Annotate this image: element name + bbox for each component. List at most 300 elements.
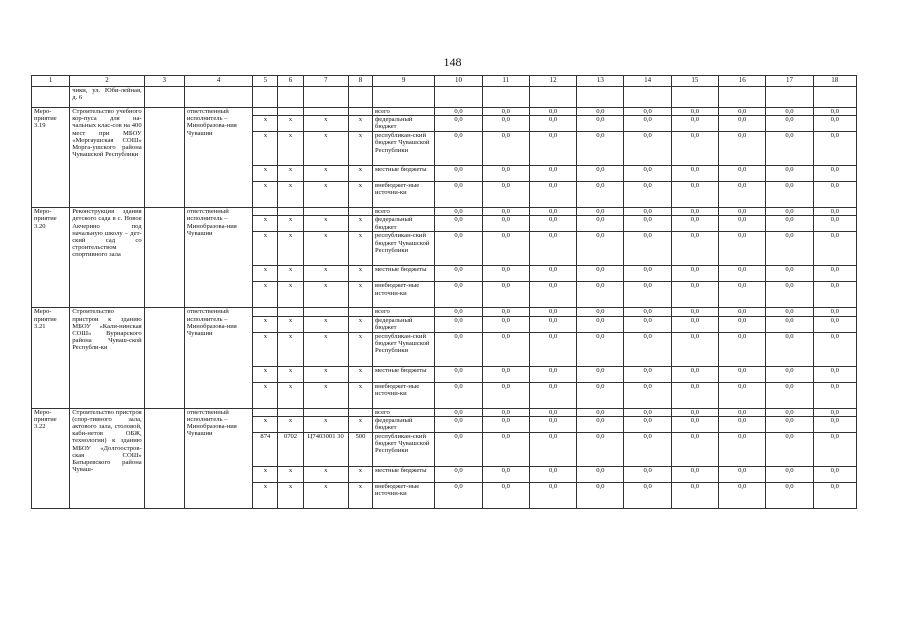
value-cell: 0,0	[766, 408, 813, 416]
activity-executor: ответственный исполнитель – Минобразова-ния Чувашии	[184, 208, 252, 308]
value-cell: 0,0	[624, 482, 671, 508]
value-cell: 0,0	[577, 216, 624, 232]
value-cell: 0,0	[671, 232, 718, 266]
value-cell: 0,0	[577, 232, 624, 266]
code-cell-empty	[348, 108, 372, 116]
value-cell: 0,0	[577, 366, 624, 382]
value-cell: 0,0	[719, 316, 766, 332]
value-cell: 0,0	[719, 282, 766, 308]
value-cell: 0,0	[482, 466, 529, 482]
value-cell: 0,0	[482, 432, 529, 466]
empty-cell	[671, 87, 718, 108]
code-cell-empty	[253, 208, 278, 216]
header-cell: 12	[529, 76, 576, 87]
value-cell: 0,0	[671, 408, 718, 416]
value-cell: 0,0	[671, 132, 718, 166]
header-cell: 4	[184, 76, 252, 87]
code-cell: х	[348, 382, 372, 408]
code-cell: х	[348, 316, 372, 332]
code-cell: х	[348, 266, 372, 282]
value-cell: 0,0	[671, 316, 718, 332]
value-cell: 0,0	[766, 308, 813, 316]
value-cell: 0,0	[624, 208, 671, 216]
value-cell: 0,0	[719, 482, 766, 508]
value-cell: 0,0	[766, 266, 813, 282]
value-cell: 0,0	[671, 208, 718, 216]
empty-cell	[253, 87, 278, 108]
code-cell: х	[303, 266, 348, 282]
value-cell: 0,0	[529, 332, 576, 366]
empty-cell	[577, 87, 624, 108]
value-cell: 0,0	[813, 366, 856, 382]
value-cell: 0,0	[813, 216, 856, 232]
value-cell: 0,0	[766, 332, 813, 366]
value-cell: 0,0	[719, 108, 766, 116]
value-cell: 0,0	[671, 332, 718, 366]
value-cell: 0,0	[482, 166, 529, 182]
code-cell: х	[278, 266, 303, 282]
code-cell: х	[278, 382, 303, 408]
value-cell: 0,0	[482, 408, 529, 416]
funding-source: внебюджет-ные источни-ки	[372, 182, 434, 208]
value-cell: 0,0	[482, 266, 529, 282]
activity-name: Строительство учебного кор-пуса для на-чальных клас-сов на 400 мест при МБОУ «Моргаушская СОШ» Морга-ушского района Чувашской Республики	[70, 108, 144, 208]
value-cell: 0,0	[671, 482, 718, 508]
code-cell: х	[348, 366, 372, 382]
value-cell: 0,0	[813, 108, 856, 116]
empty-cell	[144, 408, 184, 508]
value-cell: 0,0	[577, 182, 624, 208]
value-cell: 0,0	[624, 332, 671, 366]
empty-cell	[624, 87, 671, 108]
value-cell: 0,0	[529, 116, 576, 132]
value-cell: 0,0	[766, 232, 813, 266]
funding-source: внебюджет-ные источни-ки	[372, 482, 434, 508]
empty-cell	[766, 87, 813, 108]
activity-label: Меро-приятие 3.21	[32, 308, 70, 408]
header-cell: 7	[303, 76, 348, 87]
code-cell: х	[253, 466, 278, 482]
value-cell: 0,0	[529, 166, 576, 182]
code-cell: х	[348, 482, 372, 508]
value-cell: 0,0	[624, 466, 671, 482]
code-cell: х	[278, 366, 303, 382]
code-cell: х	[253, 266, 278, 282]
value-cell: 0,0	[577, 208, 624, 216]
value-cell: 0,0	[529, 182, 576, 208]
activity-executor: ответственный исполнитель – Минобразова-ния Чувашии	[184, 408, 252, 508]
value-cell: 0,0	[719, 416, 766, 432]
value-cell: 0,0	[719, 408, 766, 416]
value-cell: 0,0	[482, 308, 529, 316]
value-cell: 0,0	[813, 308, 856, 316]
table-row	[32, 308, 857, 316]
value-cell: 0,0	[624, 132, 671, 166]
value-cell: 0,0	[577, 408, 624, 416]
code-cell: х	[303, 416, 348, 432]
funding-source: республикан-ский бюджет Чувашской Республики	[372, 132, 434, 166]
value-cell: 0,0	[766, 382, 813, 408]
empty-cell	[144, 308, 184, 408]
code-cell: х	[303, 482, 348, 508]
funding-source: республикан-ский бюджет Чувашской Республики	[372, 332, 434, 366]
value-cell: 0,0	[435, 408, 482, 416]
value-cell: 0,0	[624, 308, 671, 316]
funding-source: внебюджет-ные источни-ки	[372, 282, 434, 308]
header-cell: 18	[813, 76, 856, 87]
value-cell: 0,0	[813, 332, 856, 366]
code-cell: х	[278, 316, 303, 332]
value-cell: 0,0	[482, 232, 529, 266]
code-cell: х	[253, 166, 278, 182]
value-cell: 0,0	[766, 466, 813, 482]
value-cell: 0,0	[529, 382, 576, 408]
activity-name: Строительство пристрои к зданию МБОУ «Кали-нинская СОШ» Вурнарского района Чуваш-ской Республи-ки	[70, 308, 144, 408]
value-cell: 0,0	[624, 416, 671, 432]
budget-table	[31, 75, 857, 509]
value-cell: 0,0	[813, 116, 856, 132]
value-cell: 0,0	[577, 282, 624, 308]
value-cell: 0,0	[577, 166, 624, 182]
value-cell: 0,0	[435, 266, 482, 282]
value-cell: 0,0	[482, 416, 529, 432]
activity-label: Меро-приятие 3.20	[32, 208, 70, 308]
header-cell: 8	[348, 76, 372, 87]
value-cell: 0,0	[577, 382, 624, 408]
value-cell: 0,0	[719, 208, 766, 216]
value-cell: 0,0	[813, 166, 856, 182]
value-cell: 0,0	[577, 108, 624, 116]
value-cell: 0,0	[813, 482, 856, 508]
value-cell: 0,0	[624, 266, 671, 282]
value-cell: 0,0	[435, 232, 482, 266]
value-cell: 0,0	[624, 108, 671, 116]
header-cell: 17	[766, 76, 813, 87]
code-cell: х	[278, 466, 303, 482]
empty-cell	[278, 87, 303, 108]
funding-source: всего	[372, 408, 434, 416]
funding-source: местные бюджеты	[372, 166, 434, 182]
empty-cell	[144, 208, 184, 308]
empty-cell	[348, 87, 372, 108]
code-cell: х	[348, 282, 372, 308]
value-cell: 0,0	[435, 482, 482, 508]
code-cell: х	[348, 466, 372, 482]
value-cell: 0,0	[435, 308, 482, 316]
value-cell: 0,0	[766, 482, 813, 508]
code-cell: х	[303, 316, 348, 332]
value-cell: 0,0	[577, 116, 624, 132]
code-cell: х	[253, 366, 278, 382]
code-cell: х	[278, 132, 303, 166]
code-cell: х	[278, 216, 303, 232]
funding-source: федеральный бюджет	[372, 316, 434, 332]
code-cell-empty	[253, 108, 278, 116]
value-cell: 0,0	[577, 132, 624, 166]
empty-cell	[482, 87, 529, 108]
empty-cell	[303, 87, 348, 108]
value-cell: 0,0	[529, 266, 576, 282]
activity-name: Строительство пристроя (спор-тивного зала, актового зала, столовой, каби-нетов ОБЖ, технологии) к зданию МБОУ «Долгоостров-ская СОШ» Батыревского района Чуваш-	[70, 408, 144, 508]
header-cell: 15	[671, 76, 718, 87]
value-cell: 0,0	[766, 208, 813, 216]
value-cell: 0,0	[482, 182, 529, 208]
code-cell: х	[303, 282, 348, 308]
code-cell: х	[253, 216, 278, 232]
value-cell: 0,0	[529, 216, 576, 232]
value-cell: 0,0	[529, 366, 576, 382]
value-cell: 0,0	[482, 332, 529, 366]
code-cell: х	[348, 216, 372, 232]
value-cell: 0,0	[577, 332, 624, 366]
funding-source: всего	[372, 308, 434, 316]
funding-source: местные бюджеты	[372, 466, 434, 482]
code-cell: х	[303, 366, 348, 382]
empty-cell	[144, 108, 184, 208]
code-cell: х	[253, 282, 278, 308]
value-cell: 0,0	[529, 432, 576, 466]
value-cell: 0,0	[624, 366, 671, 382]
value-cell: 0,0	[671, 266, 718, 282]
activity-name: Реконструкция здания детского сада в с. Новое Акчерино под начальную школу – дет-ский сад со строительством спортивного зала	[70, 208, 144, 308]
value-cell: 0,0	[529, 308, 576, 316]
code-cell: х	[348, 132, 372, 166]
value-cell: 0,0	[813, 466, 856, 482]
table-row	[32, 408, 857, 416]
code-cell: х	[303, 166, 348, 182]
header-cell: 1	[32, 76, 70, 87]
value-cell: 0,0	[577, 316, 624, 332]
value-cell: 0,0	[529, 132, 576, 166]
value-cell: 0,0	[435, 316, 482, 332]
code-cell: х	[348, 116, 372, 132]
continuation-name: чики, ул. Юби-лейная, д. 6	[70, 87, 144, 108]
value-cell: 0,0	[624, 166, 671, 182]
value-cell: 0,0	[671, 216, 718, 232]
value-cell: 0,0	[435, 332, 482, 366]
funding-source: всего	[372, 108, 434, 116]
code-cell-empty	[348, 408, 372, 416]
value-cell: 0,0	[435, 366, 482, 382]
value-cell: 0,0	[671, 466, 718, 482]
value-cell: 0,0	[435, 282, 482, 308]
value-cell: 0,0	[482, 482, 529, 508]
value-cell: 0,0	[624, 216, 671, 232]
value-cell: 0,0	[529, 208, 576, 216]
empty-cell	[144, 87, 184, 108]
code-cell-empty	[348, 308, 372, 316]
code-cell: 500	[348, 432, 372, 466]
value-cell: 0,0	[624, 116, 671, 132]
value-cell: 0,0	[719, 216, 766, 232]
empty-cell	[372, 87, 434, 108]
value-cell: 0,0	[813, 316, 856, 332]
code-cell: х	[253, 132, 278, 166]
funding-source: федеральный бюджет	[372, 416, 434, 432]
value-cell: 0,0	[719, 132, 766, 166]
table-row	[32, 108, 857, 116]
value-cell: 0,0	[435, 416, 482, 432]
value-cell: 0,0	[671, 432, 718, 466]
value-cell: 0,0	[766, 316, 813, 332]
header-cell: 2	[70, 76, 144, 87]
value-cell: 0,0	[624, 282, 671, 308]
value-cell: 0,0	[435, 108, 482, 116]
table-row	[32, 87, 857, 108]
value-cell: 0,0	[671, 308, 718, 316]
page-number: 148	[443, 55, 462, 69]
value-cell: 0,0	[671, 416, 718, 432]
value-cell: 0,0	[529, 108, 576, 116]
funding-source: внебюджет-ные источни-ки	[372, 382, 434, 408]
value-cell: 0,0	[719, 308, 766, 316]
funding-source: республикан-ский бюджет Чувашской Республики	[372, 432, 434, 466]
value-cell: 0,0	[671, 382, 718, 408]
header-cell: 10	[435, 76, 482, 87]
code-cell: х	[253, 482, 278, 508]
empty-cell	[813, 87, 856, 108]
value-cell: 0,0	[766, 108, 813, 116]
code-cell: х	[278, 282, 303, 308]
value-cell: 0,0	[577, 308, 624, 316]
code-cell-empty	[348, 208, 372, 216]
code-cell-empty	[303, 208, 348, 216]
code-cell: х	[278, 482, 303, 508]
code-cell-empty	[303, 408, 348, 416]
code-cell: х	[348, 166, 372, 182]
value-cell: 0,0	[577, 266, 624, 282]
value-cell: 0,0	[719, 382, 766, 408]
code-cell: х	[278, 416, 303, 432]
value-cell: 0,0	[719, 182, 766, 208]
code-cell: х	[303, 216, 348, 232]
header-cell: 3	[144, 76, 184, 87]
header-cell: 16	[719, 76, 766, 87]
value-cell: 0,0	[529, 408, 576, 416]
header-cell: 9	[372, 76, 434, 87]
value-cell: 0,0	[671, 182, 718, 208]
funding-source: всего	[372, 208, 434, 216]
value-cell: 0,0	[813, 182, 856, 208]
empty-cell	[184, 87, 252, 108]
value-cell: 0,0	[813, 208, 856, 216]
value-cell: 0,0	[482, 108, 529, 116]
value-cell: 0,0	[624, 182, 671, 208]
value-cell: 0,0	[766, 132, 813, 166]
code-cell: х	[278, 332, 303, 366]
code-cell: х	[278, 166, 303, 182]
value-cell: 0,0	[482, 116, 529, 132]
value-cell: 0,0	[719, 166, 766, 182]
empty-cell	[32, 87, 70, 108]
value-cell: 0,0	[671, 166, 718, 182]
value-cell: 0,0	[624, 382, 671, 408]
value-cell: 0,0	[624, 232, 671, 266]
value-cell: 0,0	[529, 316, 576, 332]
value-cell: 0,0	[766, 282, 813, 308]
code-cell: х	[348, 182, 372, 208]
code-cell-empty	[278, 308, 303, 316]
value-cell: 0,0	[719, 232, 766, 266]
value-cell: 0,0	[813, 432, 856, 466]
code-cell-empty	[253, 308, 278, 316]
value-cell: 0,0	[671, 108, 718, 116]
value-cell: 0,0	[435, 208, 482, 216]
value-cell: 0,0	[766, 182, 813, 208]
value-cell: 0,0	[813, 282, 856, 308]
value-cell: 0,0	[671, 366, 718, 382]
value-cell: 0,0	[482, 282, 529, 308]
code-cell-empty	[278, 208, 303, 216]
code-cell: 874	[253, 432, 278, 466]
code-cell: х	[278, 232, 303, 266]
value-cell: 0,0	[435, 466, 482, 482]
code-cell: х	[348, 332, 372, 366]
value-cell: 0,0	[624, 316, 671, 332]
code-cell: х	[253, 182, 278, 208]
value-cell: 0,0	[577, 416, 624, 432]
header-cell: 11	[482, 76, 529, 87]
code-cell: х	[303, 332, 348, 366]
funding-source: федеральный бюджет	[372, 116, 434, 132]
empty-cell	[529, 87, 576, 108]
value-cell: 0,0	[435, 132, 482, 166]
code-cell-empty	[253, 408, 278, 416]
activity-executor: ответственный исполнитель – Минобразова-ния Чувашии	[184, 108, 252, 208]
value-cell: 0,0	[577, 482, 624, 508]
funding-source: местные бюджеты	[372, 266, 434, 282]
value-cell: 0,0	[482, 382, 529, 408]
value-cell: 0,0	[766, 416, 813, 432]
value-cell: 0,0	[482, 316, 529, 332]
value-cell: 0,0	[435, 182, 482, 208]
value-cell: 0,0	[529, 232, 576, 266]
table-row	[32, 208, 857, 216]
code-cell-empty	[278, 408, 303, 416]
code-cell: х	[303, 382, 348, 408]
value-cell: 0,0	[719, 432, 766, 466]
value-cell: 0,0	[719, 466, 766, 482]
code-cell: х	[348, 232, 372, 266]
value-cell: 0,0	[435, 432, 482, 466]
funding-source: федеральный бюджет	[372, 216, 434, 232]
code-cell: х	[253, 416, 278, 432]
value-cell: 0,0	[529, 466, 576, 482]
funding-source: местные бюджеты	[372, 366, 434, 382]
value-cell: 0,0	[577, 432, 624, 466]
value-cell: 0,0	[671, 282, 718, 308]
value-cell: 0,0	[671, 116, 718, 132]
code-cell: х	[278, 182, 303, 208]
value-cell: 0,0	[766, 216, 813, 232]
code-cell: х	[253, 382, 278, 408]
value-cell: 0,0	[813, 132, 856, 166]
code-cell: х	[278, 116, 303, 132]
code-cell: х	[303, 182, 348, 208]
header-cell: 13	[577, 76, 624, 87]
value-cell: 0,0	[719, 116, 766, 132]
value-cell: 0,0	[482, 132, 529, 166]
value-cell: 0,0	[482, 366, 529, 382]
code-cell: х	[253, 316, 278, 332]
value-cell: 0,0	[766, 432, 813, 466]
value-cell: 0,0	[435, 116, 482, 132]
value-cell: 0,0	[719, 332, 766, 366]
value-cell: 0,0	[766, 166, 813, 182]
header-cell: 6	[278, 76, 303, 87]
value-cell: 0,0	[435, 382, 482, 408]
value-cell: 0,0	[766, 366, 813, 382]
